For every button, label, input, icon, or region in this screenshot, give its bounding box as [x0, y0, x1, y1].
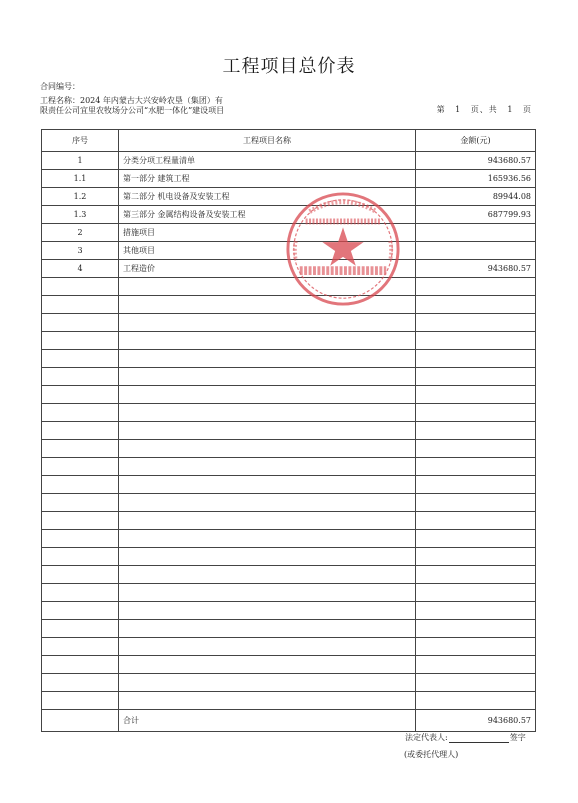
- empty-cell: [416, 296, 536, 314]
- row-number: 1.2: [42, 188, 119, 206]
- empty-cell: [119, 620, 416, 638]
- project-name: 工程名称：2024 年内蒙古大兴安岭农垦（集团）有限责任公司宜里农牧场分公司“水肥一体化”建设项目: [40, 96, 225, 115]
- empty-cell: [416, 566, 536, 584]
- empty-cell: [42, 278, 119, 296]
- row-amount: 943680.57: [416, 152, 536, 170]
- empty-cell: [119, 674, 416, 692]
- empty-table-row: [42, 566, 536, 584]
- page-info: [437, 104, 532, 115]
- empty-cell: [119, 278, 416, 296]
- empty-table-row: [42, 314, 536, 332]
- page-current: 1: [455, 105, 462, 114]
- empty-table-row: [42, 512, 536, 530]
- empty-table-row: [42, 404, 536, 422]
- empty-cell: [42, 296, 119, 314]
- row-amount: 165936.56: [416, 170, 536, 188]
- page-total: 1: [507, 105, 514, 114]
- empty-cell: [416, 620, 536, 638]
- empty-cell: [416, 584, 536, 602]
- row-number: 3: [42, 242, 119, 260]
- table-row: [42, 260, 536, 278]
- empty-cell: [416, 422, 536, 440]
- empty-cell: [119, 566, 416, 584]
- row-number: 2: [42, 224, 119, 242]
- empty-cell: [416, 458, 536, 476]
- empty-table-row: [42, 656, 536, 674]
- empty-table-row: [42, 386, 536, 404]
- empty-cell: [416, 404, 536, 422]
- empty-table-row: [42, 674, 536, 692]
- empty-cell: [42, 368, 119, 386]
- empty-cell: [42, 332, 119, 350]
- empty-table-row: [42, 638, 536, 656]
- empty-cell: [119, 440, 416, 458]
- empty-cell: [42, 530, 119, 548]
- signature-label: 法定代表人:: [405, 733, 448, 742]
- empty-cell: [416, 494, 536, 512]
- empty-table-row: [42, 548, 536, 566]
- empty-table-row: [42, 422, 536, 440]
- empty-cell: [42, 638, 119, 656]
- empty-cell: [42, 440, 119, 458]
- empty-table-row: [42, 530, 536, 548]
- empty-cell: [416, 476, 536, 494]
- row-amount: 89944.08: [416, 188, 536, 206]
- empty-cell: [119, 494, 416, 512]
- table-row: [42, 170, 536, 188]
- row-item-name: 分类分项工程量清单: [119, 152, 416, 170]
- empty-cell: [119, 512, 416, 530]
- empty-cell: [416, 368, 536, 386]
- empty-cell: [119, 530, 416, 548]
- empty-cell: [119, 332, 416, 350]
- empty-table-row: [42, 494, 536, 512]
- table-row: [42, 242, 536, 260]
- empty-cell: [119, 386, 416, 404]
- empty-cell: [42, 566, 119, 584]
- empty-table-row: [42, 692, 536, 710]
- empty-cell: [119, 296, 416, 314]
- page-prefix: 第: [436, 105, 446, 114]
- empty-cell: [416, 638, 536, 656]
- table-row: [42, 224, 536, 242]
- total-label: 合计: [119, 710, 416, 732]
- signature-blank: [449, 733, 509, 743]
- page-title: 工程项目总价表: [222, 56, 356, 77]
- empty-cell: [42, 386, 119, 404]
- legal-representative-signature: [405, 732, 526, 743]
- empty-cell: [42, 350, 119, 368]
- row-number: 1.3: [42, 206, 119, 224]
- empty-cell: [416, 314, 536, 332]
- empty-cell: [42, 422, 119, 440]
- empty-cell: [416, 692, 536, 710]
- empty-cell: [416, 602, 536, 620]
- empty-cell: [42, 674, 119, 692]
- contract-number-label: 合同编号：: [40, 82, 80, 91]
- empty-cell: [119, 692, 416, 710]
- delegate-note: (或委托代理人): [404, 750, 459, 759]
- empty-cell: [416, 512, 536, 530]
- empty-cell: [42, 584, 119, 602]
- empty-cell: [42, 476, 119, 494]
- row-number: 1: [42, 152, 119, 170]
- empty-cell: [42, 314, 119, 332]
- empty-cell: [119, 602, 416, 620]
- table-header-row: [42, 130, 536, 152]
- empty-cell: [119, 638, 416, 656]
- row-item-name: 措施项目: [119, 224, 416, 242]
- empty-cell: [416, 530, 536, 548]
- empty-table-row: [42, 584, 536, 602]
- row-item-name: 工程造价: [119, 260, 416, 278]
- empty-cell: [119, 314, 416, 332]
- empty-table-row: [42, 458, 536, 476]
- row-amount: [416, 242, 536, 260]
- empty-cell: [42, 458, 119, 476]
- table-row: [42, 188, 536, 206]
- header-name: 工程项目名称: [119, 130, 416, 152]
- empty-cell: [42, 602, 119, 620]
- empty-table-row: [42, 620, 536, 638]
- empty-table-row: [42, 440, 536, 458]
- row-item-name: 第二部分 机电设备及安装工程: [119, 188, 416, 206]
- row-item-name: 第三部分 金属结构设备及安装工程: [119, 206, 416, 224]
- empty-cell: [416, 278, 536, 296]
- row-item-name: 其他项目: [119, 242, 416, 260]
- empty-cell: [119, 350, 416, 368]
- signature-suffix: 签字: [509, 733, 526, 742]
- empty-cell: [416, 350, 536, 368]
- empty-table-row: [42, 602, 536, 620]
- empty-cell: [119, 548, 416, 566]
- empty-cell: [119, 656, 416, 674]
- empty-cell: [119, 422, 416, 440]
- row-number: 1.1: [42, 170, 119, 188]
- empty-cell: [119, 584, 416, 602]
- row-number: 4: [42, 260, 119, 278]
- row-amount: [416, 224, 536, 242]
- empty-cell: [42, 512, 119, 530]
- empty-table-row: [42, 368, 536, 386]
- total-row: [42, 710, 536, 732]
- total-no-cell: [42, 710, 119, 732]
- empty-cell: [416, 386, 536, 404]
- page-suffix: 页: [523, 105, 532, 114]
- empty-cell: [119, 368, 416, 386]
- row-amount: 687799.93: [416, 206, 536, 224]
- empty-cell: [42, 548, 119, 566]
- project-summary-table: [41, 129, 536, 732]
- header-no: 序号: [42, 130, 119, 152]
- empty-table-row: [42, 350, 536, 368]
- table-row: [42, 206, 536, 224]
- header-amount: 金额(元): [416, 130, 536, 152]
- empty-cell: [416, 548, 536, 566]
- row-item-name: 第一部分 建筑工程: [119, 170, 416, 188]
- empty-cell: [119, 458, 416, 476]
- empty-cell: [42, 692, 119, 710]
- empty-cell: [416, 440, 536, 458]
- empty-cell: [416, 656, 536, 674]
- empty-cell: [416, 674, 536, 692]
- empty-table-row: [42, 332, 536, 350]
- empty-table-row: [42, 296, 536, 314]
- empty-table-row: [42, 278, 536, 296]
- empty-cell: [119, 404, 416, 422]
- table-body: [42, 152, 536, 732]
- total-amount: 943680.57: [416, 710, 536, 732]
- row-amount: 943680.57: [416, 260, 536, 278]
- empty-cell: [416, 332, 536, 350]
- empty-cell: [42, 494, 119, 512]
- empty-cell: [42, 404, 119, 422]
- empty-cell: [42, 620, 119, 638]
- empty-cell: [42, 656, 119, 674]
- page-middle: 页、共: [470, 105, 498, 114]
- empty-cell: [119, 476, 416, 494]
- table-row: [42, 152, 536, 170]
- empty-table-row: [42, 476, 536, 494]
